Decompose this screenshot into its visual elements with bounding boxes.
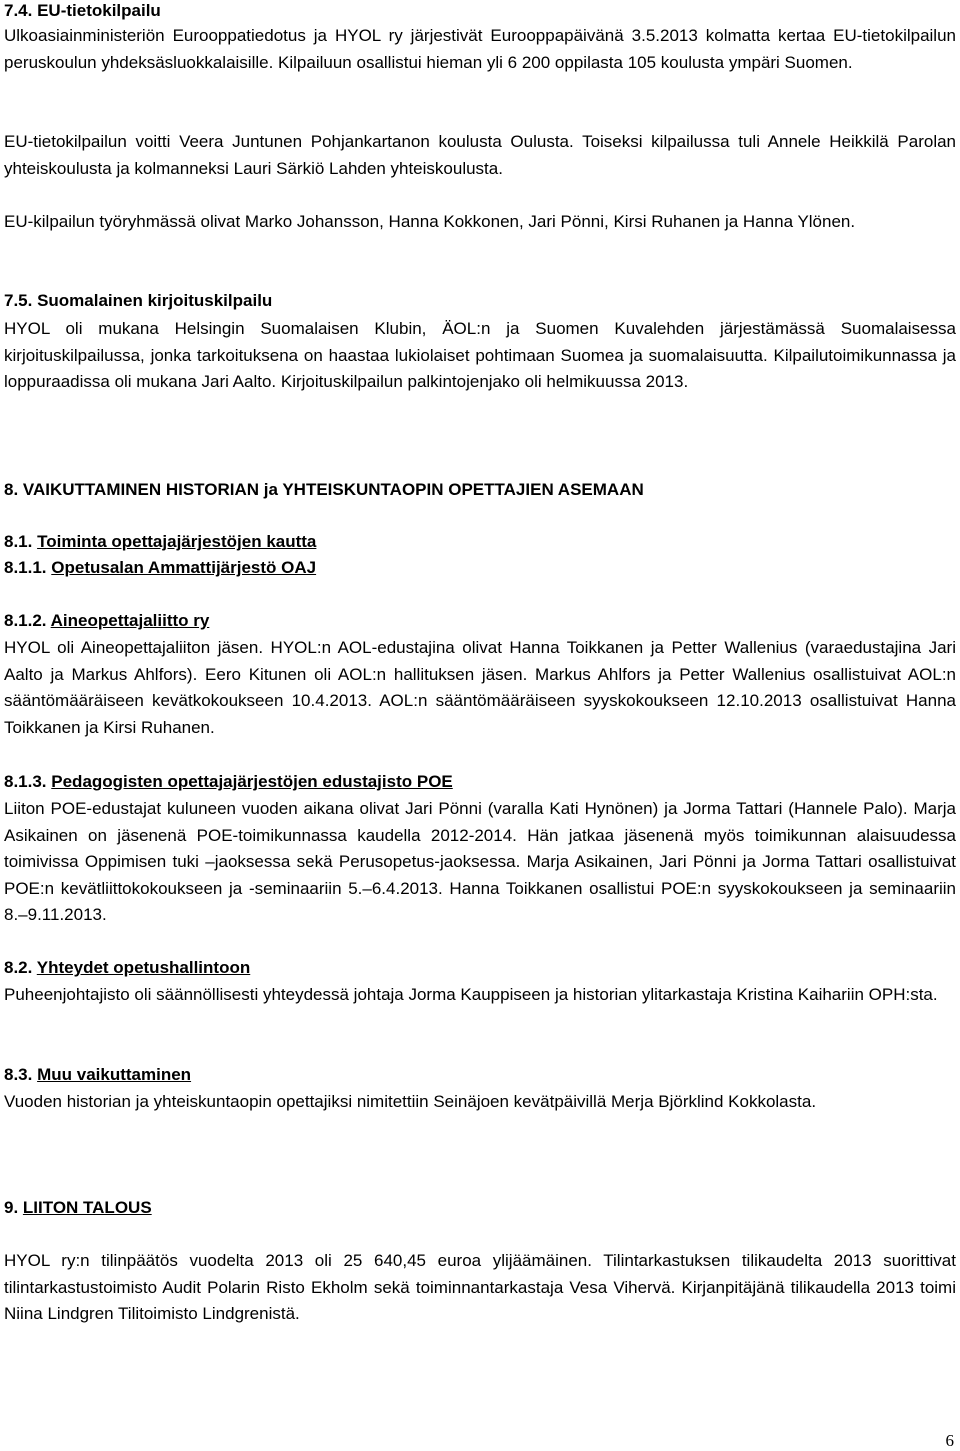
paragraph-7-5: HYOL oli mukana Helsingin Suomalaisen Klubin, ÄOL:n ja Suomen Kuvalehden järjestämässä Suomalaisessa kirjoituskilpailussa, jonka tarkoituksena on haastaa lukiolaiset pohtimaan Suomea ja suomalaisuutta. Kilpailutoimikunnassa ja loppuraadissa oli mukana Jari Aalto. Kirjoituskilpailun palkintojenjako oli helmikuussa 2013. <box>4 319 956 391</box>
heading-8-3: 8.3. Muu vaikuttaminen <box>4 1065 192 1084</box>
heading-7-4: 7.4. EU-tietokilpailu <box>4 1 161 20</box>
heading-8: 8. VAIKUTTAMINEN HISTORIAN ja YHTEISKUNTAOPIN OPETTAJIEN ASEMAAN <box>4 480 644 499</box>
paragraph-7-4-winners: EU-tietokilpailun voitti Veera Juntunen Pohjankartanon koulusta Oulusta. Toiseksi kilpailussa tuli Annele Heikkilä Parolan yhteiskoulusta ja kolmanneksi Lauri Särkiö Lahden yhteiskoulusta. <box>4 132 956 178</box>
heading-8-1-3: 8.1.3. Pedagogisten opettajajärjestöjen edustajisto POE <box>4 772 453 791</box>
heading-8-1-2: 8.1.2. Aineopettajaliitto ry <box>4 611 210 630</box>
paragraph-8-2: Puheenjohtajisto oli säännöllisesti yhteydessä johtaja Jorma Kauppiseen ja historian ylitarkastaja Kristina Kaihariin OPH:sta. <box>4 985 938 1004</box>
heading-8-1: 8.1. Toiminta opettajajärjestöjen kautta <box>4 532 317 551</box>
heading-8-2: 8.2. Yhteydet opetushallintoon <box>4 958 251 977</box>
paragraph-9: HYOL ry:n tilinpäätös vuodelta 2013 oli 25 640,45 euroa ylijäämäinen. Tilintarkastuksen tilikaudelta 2013 suorittivat tilintarkastustoimisto Audit Polarin Risto Ekholm sekä toiminnantarkastaja Vesa Vihervä. Kirjanpitäjänä tilikaudella 2013 toimi Niina Lindgren Tilitoimisto Lindgrenistä. <box>4 1251 956 1323</box>
heading-9: 9. LIITON TALOUS <box>4 1198 152 1217</box>
heading-8-1-1: 8.1.1. Opetusalan Ammattijärjestö OAJ <box>4 558 317 577</box>
paragraph-7-4-intro: Ulkoasiainministeriön Eurooppatiedotus ja HYOL ry järjestivät Eurooppapäivänä 3.5.2013 kolmatta kertaa EU-tietokilpailun peruskoulun yhdeksäsluokkalaisille. Kilpailuun osallistui hieman yli 6 200 oppilasta 105 koulusta ympäri Suomen. <box>4 26 956 72</box>
paragraph-7-4-workgroup: EU-kilpailun työryhmässä olivat Marko Johansson, Hanna Kokkonen, Jari Pönni, Kirsi Ruhanen ja Hanna Ylönen. <box>4 212 856 231</box>
page-number: 6 <box>945 1431 954 1450</box>
heading-7-5: 7.5. Suomalainen kirjoituskilpailu <box>4 291 273 310</box>
paragraph-8-1-3: Liiton POE-edustajat kuluneen vuoden aikana olivat Jari Pönni (varalla Kati Hynönen) ja Jorma Tattari (Hannele Palo). Marja Asikainen on jäsenenä POE-toimikunnassa kaudella 2012-2014. Hän jatkaa jäsenenä myös toimikunnan alaisuudessa toimivissa Oppimisen tuki –jaoksessa sekä Perusopetus-jaoksessa. Marja Asikainen, Jari Pönni ja Jorma Tattari osallistuivat POE:n kevätliittokokoukseen ja -seminaariin 5.–6.4.2013. Hanna Toikkanen osallistui POE:n syyskokoukseen ja seminaariin 8.–9.11.2013. <box>4 799 956 924</box>
paragraph-8-3: Vuoden historian ja yhteiskuntaopin opettajiksi nimitettiin Seinäjoen kevätpäivillä Merja Björklind Kokkolasta. <box>4 1092 817 1111</box>
paragraph-8-1-2: HYOL oli Aineopettajaliiton jäsen. HYOL:n AOL-edustajina olivat Hanna Toikkanen ja Petter Wallenius (varaedustajina Jari Aalto ja Markus Ahlfors). Eero Kitunen oli AOL:n hallituksen jäsen. Markus Ahlfors ja Petter Wallenius osallistuivat AOL:n sääntömääräiseen kevätkokoukseen 10.4.2013. AOL:n sääntömääräiseen syyskokoukseen 12.10.2013 osallistuivat Hanna Toikkanen ja Kirsi Ruhanen. <box>4 638 956 737</box>
